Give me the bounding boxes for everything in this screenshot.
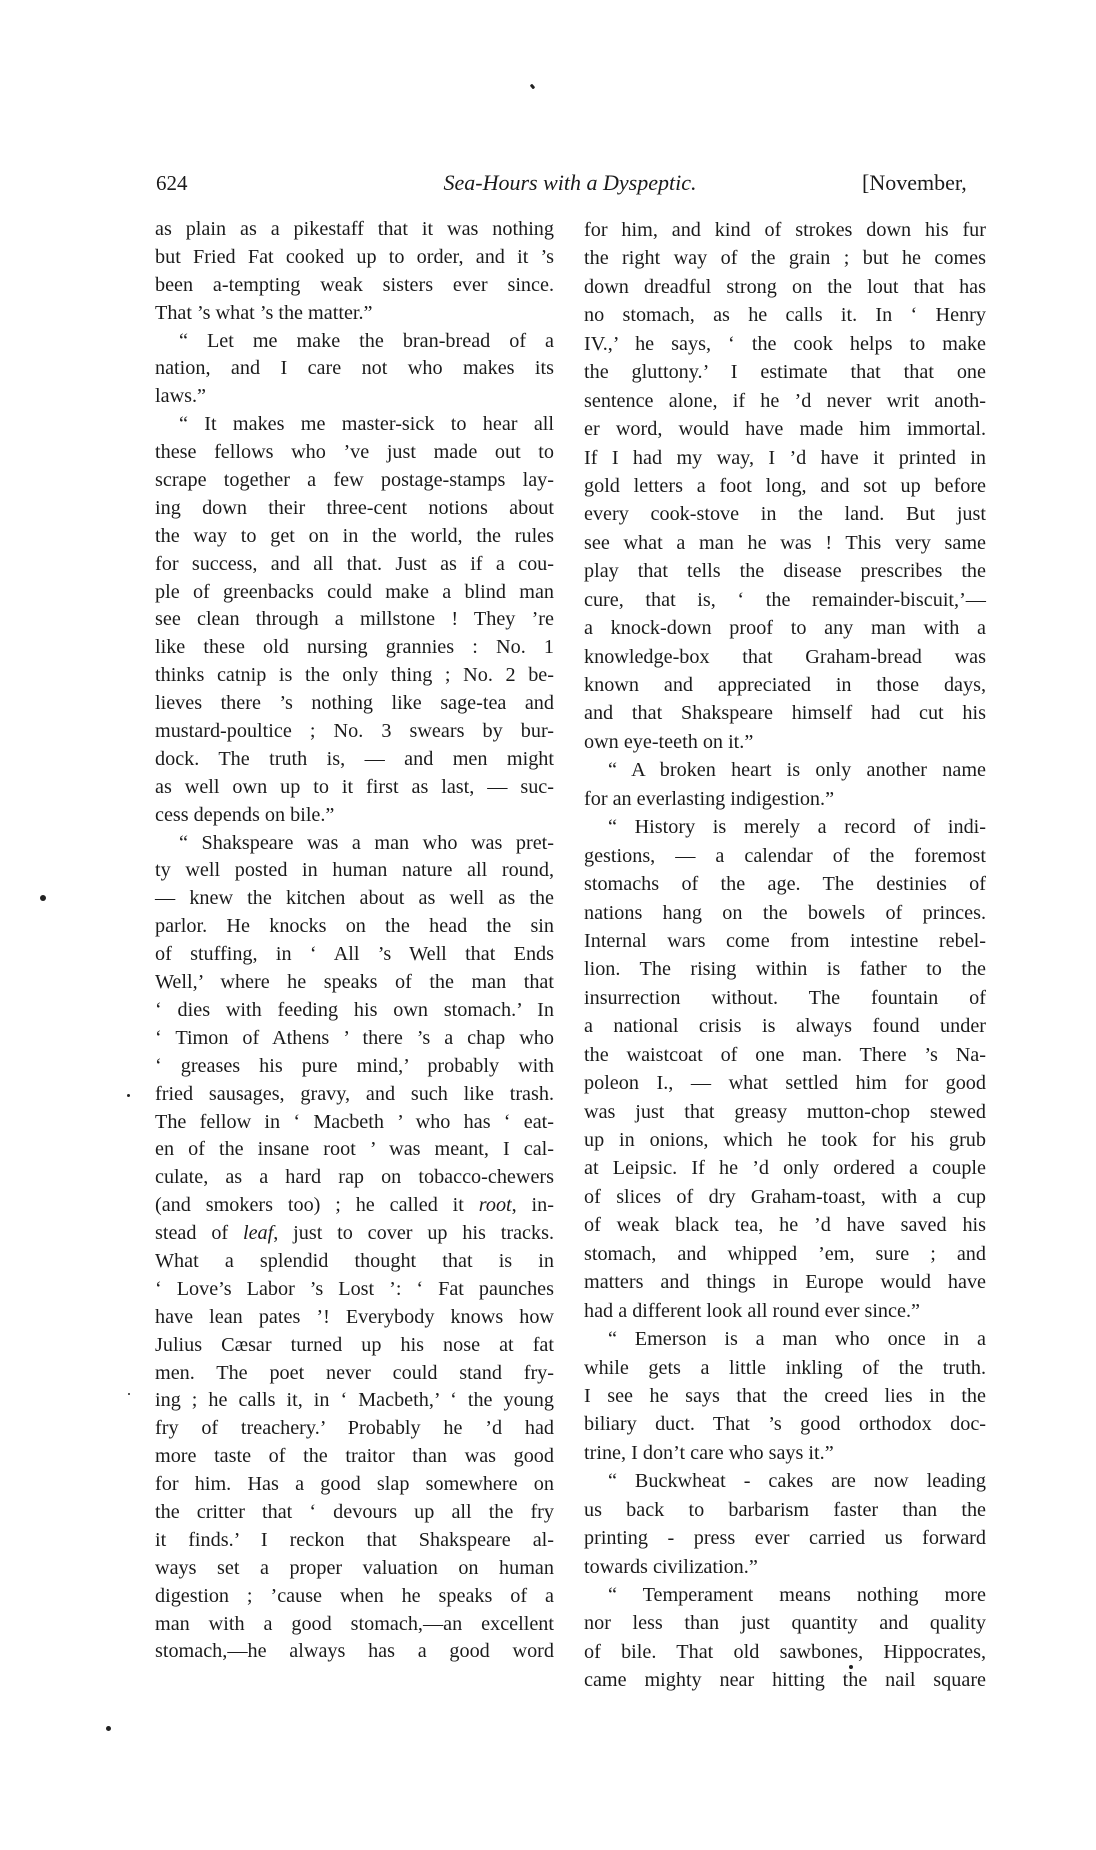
scan-speck — [40, 895, 46, 901]
text-line: these fellows who ’ve just made out to — [155, 441, 554, 464]
text-line: trine, I don’t care who says it.” — [584, 1441, 834, 1464]
text-line: while gets a little inkling of the truth. — [584, 1356, 986, 1379]
text-line: as well own up to it first as last, — suc- — [155, 775, 554, 798]
paragraph — [584, 813, 986, 1325]
text-line: but Fried Fat cooked up to order, and it ’s — [155, 245, 554, 268]
text-line: stomachs of the age. The destinies of — [584, 873, 986, 896]
text-line: the right way of the grain ; but he comes — [584, 247, 986, 270]
text-line: own eye-teeth on it.” — [584, 730, 754, 753]
text-line: no stomach, as he calls it. In ‘ Henry — [584, 304, 986, 327]
text-line: was just that greasy mutton-chop stewed — [584, 1100, 986, 1123]
text-line: “ It makes me master-sick to hear all — [179, 413, 554, 436]
text-line: have lean pates ’! Everybody knows how — [155, 1305, 554, 1328]
text-line: nor less than just quantity and quality — [584, 1612, 986, 1635]
text-line: the waistcoat of one man. There ’s Na- — [584, 1043, 986, 1066]
text-run: , in- — [511, 1194, 554, 1217]
text-line: mustard-poultice ; No. 3 swears by bur- — [155, 720, 554, 743]
text-line: known and appreciated in those days, — [584, 674, 986, 696]
text-line: men. The poet never could stand fry- — [155, 1361, 554, 1384]
text-line: digestion ; ’cause when he speaks of a — [155, 1584, 554, 1607]
text-line: nation, and I care not who makes its — [155, 357, 554, 380]
text-run: (and smokers too) ; he called it — [155, 1194, 479, 1217]
scan-speck — [530, 84, 536, 90]
text-line: it finds.’ I reckon that Shakspeare al- — [155, 1528, 554, 1551]
text-line: of weak black tea, he ’d have saved his — [584, 1214, 986, 1237]
text-line: for him, and kind of strokes down his fur — [584, 219, 986, 241]
text-line: er word, would have made him immortal. — [584, 418, 986, 441]
text-line: ty well posted in human nature all round, — [155, 859, 554, 882]
paragraph — [155, 830, 554, 1667]
text-line: “ History is merely a record of indi- — [608, 816, 986, 839]
text-line: knowledge-box that Graham-bread was — [584, 645, 986, 668]
text-line: ways set a proper valuation on human — [155, 1556, 554, 1579]
text-line: “ Buckwheat - cakes are now leading — [608, 1470, 986, 1493]
text-line: like these old nursing grannies : No. 1 — [155, 636, 554, 659]
text-line: en of the insane root ’ was meant, I cal- — [155, 1138, 554, 1161]
text-line: ‘ Love’s Labor ’s Lost ’: ‘ Fat paunches — [155, 1277, 554, 1300]
text-line: of stuffing, in ‘ All ’s Well that Ends — [155, 943, 554, 966]
text-line: at Leipsic. If he ’d only ordered a couple — [584, 1157, 986, 1180]
text-line: What a splendid thought that is in — [155, 1249, 554, 1272]
text-line: lion. The rising within is father to the — [584, 958, 986, 981]
paragraph — [584, 216, 986, 756]
scan-speck — [849, 1665, 853, 1669]
italic-word: leaf — [242, 1222, 274, 1245]
text-line: for an everlasting indigestion.” — [584, 787, 835, 810]
text-line: printing - press ever carried us forward — [584, 1527, 986, 1550]
text-line: ple of greenbacks could make a blind man — [155, 580, 554, 603]
text-line: man with a good stomach,—an excellent — [155, 1612, 554, 1635]
text-line: I see he says that the creed lies in the — [584, 1384, 986, 1407]
text-line: gestions, — a calendar of the foremost — [584, 844, 986, 867]
text-line: nations hang on the bowels of princes. — [584, 901, 986, 924]
text-line: been a-tempting weak sisters ever since. — [155, 273, 554, 296]
scan-speck — [127, 1094, 130, 1097]
text-line: of slices of dry Graham-toast, with a cup — [584, 1185, 986, 1208]
text-line: had a different look all round ever since.” — [584, 1299, 920, 1322]
text-line: every cook-stove in the land. But just — [584, 503, 986, 526]
text-line: stomach, and whipped ’em, sure ; and — [584, 1242, 986, 1265]
text-line: ‘ dies with feeding his own stomach.’ In — [155, 998, 554, 1021]
paragraph — [155, 328, 554, 412]
text-line — [155, 1192, 554, 1220]
text-line: “ Shakspeare was a man who was pret- — [179, 831, 554, 854]
text-line: see what a man he was ! This very same — [584, 531, 986, 554]
text-line: ing ; he calls it, in ‘ Macbeth,’ ‘ the young — [155, 1389, 554, 1412]
text-line: ing down their three-cent notions about — [155, 496, 554, 519]
text-line: and that Shakspeare himself had cut his — [584, 702, 986, 725]
paragraph — [155, 216, 554, 328]
text-line: us back to barbarism faster than the — [584, 1498, 986, 1521]
text-line: towards civilization.” — [584, 1555, 758, 1578]
text-line: ‘ greases his pure mind,’ probably with — [155, 1054, 554, 1077]
text-line: matters and things in Europe would have — [584, 1271, 986, 1294]
text-column-left — [155, 216, 554, 1666]
text-run: stead of — [155, 1222, 243, 1245]
text-line: “ Let me make the bran-bread of a — [179, 329, 554, 352]
paragraph — [584, 1581, 986, 1695]
text-line: came mighty near hitting the nail square — [584, 1669, 986, 1692]
text-line: poleon I., — what settled him for good — [584, 1072, 986, 1095]
text-line: That ’s what ’s the matter.” — [155, 301, 373, 324]
text-line: culate, as a hard rap on tobacco-chewers — [155, 1166, 554, 1189]
text-line: cure, that is, ‘ the remainder-biscuit,’— — [584, 588, 986, 611]
text-line: of bile. That old sawbones, Hippocrates, — [584, 1640, 986, 1663]
text-line — [155, 1220, 554, 1248]
text-line: fry of treachery.’ Probably he ’d had — [155, 1417, 554, 1440]
text-line: more taste of the traitor than was good — [155, 1445, 554, 1468]
text-line: the gluttony.’ I estimate that that one — [584, 361, 986, 384]
text-run: , just to cover up his tracks. — [273, 1222, 554, 1245]
text-line: scrape together a few postage-stamps lay- — [155, 469, 554, 492]
page-number: 624 — [156, 171, 188, 195]
text-line: the way to get on in the world, the rules — [155, 524, 554, 547]
text-line: fried sausages, gravy, and such like trash. — [155, 1082, 554, 1105]
text-line: play that tells the disease prescribes the — [584, 560, 986, 583]
text-line: ‘ Timon of Athens ’ there ’s a chap who — [155, 1026, 554, 1049]
paragraph — [584, 1325, 986, 1467]
running-month: [November, — [862, 170, 967, 195]
italic-word: root — [478, 1194, 512, 1217]
text-line: a national crisis is always found under — [584, 1015, 986, 1038]
text-line: sentence alone, if he ’d never writ anoth- — [584, 389, 986, 412]
paragraph — [584, 756, 986, 813]
text-line: stomach,—he always has a good word — [155, 1640, 554, 1663]
text-line: laws.” — [155, 385, 207, 408]
text-line: Internal wars come from intestine rebel- — [584, 929, 986, 952]
text-line: down dreadful strong on the lout that has — [584, 275, 986, 298]
text-line: thinks catnip is the only thing ; No. 2 be- — [155, 664, 554, 687]
text-line: “ Temperament means nothing more — [608, 1584, 986, 1606]
paragraph — [155, 411, 554, 829]
text-line: see clean through a millstone ! They ’re — [155, 608, 554, 631]
text-line: for success, and all that. Just as if a cou- — [155, 552, 554, 575]
text-line: biliary duct. That ’s good orthodox doc- — [584, 1413, 986, 1436]
text-line: parlor. He knocks on the head the sin — [155, 915, 554, 938]
text-line: cess depends on bile.” — [155, 803, 335, 826]
text-line: If I had my way, I ’d have it printed in — [584, 446, 986, 469]
text-line: as plain as a pikestaff that it was nothing — [155, 218, 554, 240]
text-line: Julius Cæsar turned up his nose at fat — [155, 1333, 554, 1356]
text-line: “ A broken heart is only another name — [608, 759, 986, 782]
text-line: up in onions, which he took for his grub — [584, 1129, 986, 1151]
text-line: a knock-down proof to any man with a — [584, 617, 986, 640]
text-line: — knew the kitchen about as well as the — [155, 887, 554, 910]
text-line: insurrection without. The fountain of — [584, 986, 986, 1009]
scan-speck — [106, 1726, 111, 1731]
text-line: Well,’ where he speaks of the man that — [155, 971, 554, 994]
paragraph — [584, 1467, 986, 1581]
scan-speck — [128, 1393, 130, 1395]
text-line: “ Emerson is a man who once in a — [608, 1328, 986, 1351]
text-line: IV.,’ he says, ‘ the cook helps to make — [584, 332, 986, 355]
text-line: lieves there ’s nothing like sage-tea and — [155, 692, 554, 715]
text-line: gold letters a foot long, and sot up before — [584, 474, 986, 497]
running-title: Sea-Hours with a Dyspeptic. — [443, 170, 697, 195]
text-line: The fellow in ‘ Macbeth ’ who has ‘ eat- — [155, 1110, 554, 1133]
text-column-right — [584, 216, 986, 1695]
text-line: the critter that ‘ devours up all the fry — [155, 1500, 554, 1523]
text-line: dock. The truth is, — and men might — [155, 747, 554, 770]
text-line: for him. Has a good slap somewhere on — [155, 1473, 554, 1496]
